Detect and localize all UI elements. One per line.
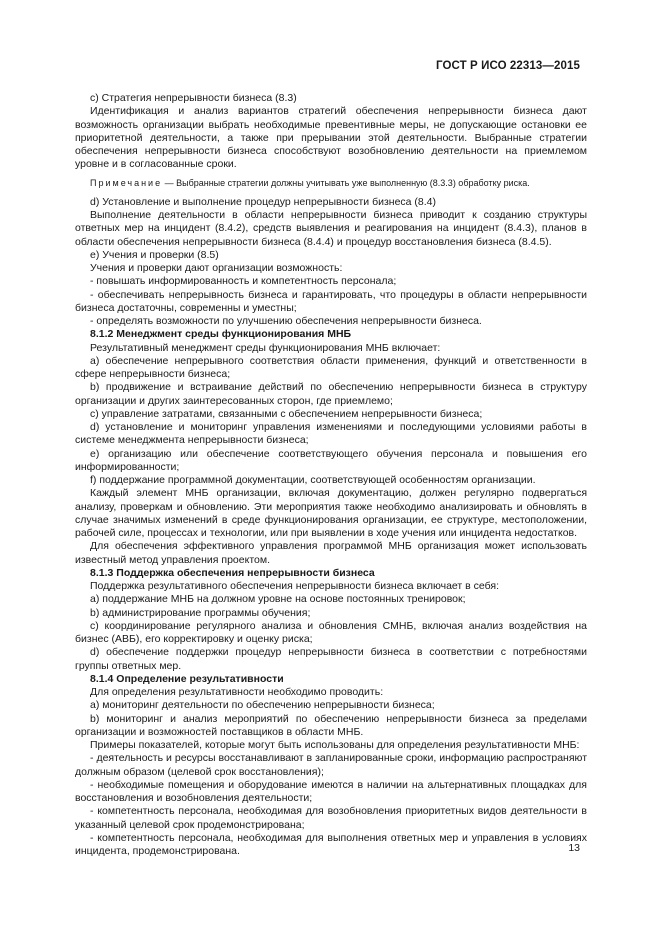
page-number: 13 [568,842,580,854]
list-item: d) обеспечение поддержки процедур непрерывности бизнеса в соответствии с потребностями группы ответных мер. [75,646,587,672]
document-body [75,92,587,858]
list-item: b) администрирование программы обучения; [90,606,311,619]
list-item: d) установление и мониторинг управления изменениями и последующими условиями работы в системе менеджмента непрерывности бизнеса; [75,421,587,447]
list-item: - повышать информированность и компетентность персонала; [90,275,397,288]
note-text: — Выбранные стратегии должны учитывать уже выполненную (8.3.3) обработку риска. [162,177,530,188]
list-item: c) управление затратами, связанными с обеспечением непрерывности бизнеса; [90,407,483,420]
list-item: d) Установление и выполнение процедур непрерывности бизнеса (8.4) [90,195,437,208]
paragraph: Поддержка результативного обеспечения непрерывности бизнеса включает в себя: [90,580,499,592]
note-label: Примечание [90,177,163,188]
list-item: - деятельность и ресурсы восстанавливают в запланированные сроки, информацию распространяют должным образом (целевой срок восстановления); [75,752,587,778]
paragraph: Учения и проверки дают организации возможность: [90,262,343,274]
paragraph: Для определения результативности необходимо проводить: [90,686,384,698]
paragraph: Примеры показателей, которые могут быть использованы для определения результативности МНБ: [90,739,580,751]
list-item: c) Стратегия непрерывности бизнеса (8.3) [90,92,297,104]
list-item: - обеспечивать непрерывность бизнеса и гарантировать, что процедуры в области непрерывности бизнеса достаточны, современны и уместны; [75,288,587,314]
note [75,177,587,190]
list-item: e) Учения и проверки (8.5) [90,248,219,261]
paragraph: Для обеспечения эффективного управления программой МНБ организация может использовать известный метод управления проектом. [75,540,587,566]
list-item: b) мониторинг и анализ мероприятий по обеспечению непрерывности бизнеса за пределами организации и возможностей поставщиков в области МНБ. [75,712,587,738]
section-heading-8-1-2: 8.1.2 Менеджмент среды функционирования МНБ [90,328,352,341]
list-item: f) поддержание программной документации, соответствующей особенностям организации. [90,474,536,486]
list-item: a) поддержание МНБ на должном уровне на основе постоянных тренировок; [90,593,466,606]
section-heading-8-1-4: 8.1.4 Определение результативности [90,672,284,685]
section-heading-8-1-3: 8.1.3 Поддержка обеспечения непрерывности бизнеса [90,566,375,579]
paragraph: Идентификация и анализ вариантов стратегий обеспечения непрерывности бизнеса дают возможность организации выбрать необходимые превентивные меры, не допускающие остановки ее приоритетной деятельности, а также при прерывании этой деятельности. Выбранные стратегии обеспечения непрерывности бизнеса способствуют возобновлению деятельности на приемлемом уровне и в согласованные сроки. [75,105,587,171]
document-header: ГОСТ Р ИСО 22313—2015 [435,60,580,72]
list-item: - компетентность персонала, необходимая для возобновления приоритетных видов деятельности в указанный целевой срок продемонстрирована; [75,805,587,831]
list-item: a) обеспечение непрерывного соответствия области применения, функций и ответственности в сфере непрерывности бизнеса; [75,354,587,380]
list-item: e) организацию или обеспечение соответствующего обучения персонала и повышения его информированности; [75,447,587,473]
list-item: a) мониторинг деятельности по обеспечению непрерывности бизнеса; [90,699,435,712]
paragraph: Результативный менеджмент среды функционирования МНБ включает: [90,341,441,354]
list-item: b) продвижение и встраивание действий по обеспечению непрерывности бизнеса в структуру организации и других заинтересованных сторон, где приемлемо; [75,381,587,407]
list-item: c) координирование регулярного анализа и обновления СМНБ, включая анализ воздействия на бизнес (АВБ), его корректировку и оценку риска; [75,619,587,645]
paragraph: Каждый элемент МНБ организации, включая документацию, должен регулярно подвергаться анализу, проверкам и обновлению. Эти мероприятия также необходимо анализировать и обновлять в случае значимых изменений в среде функционирования организации, ее структуре, местоположении, рабочей силе, процессах и технологии, или при выявлении в ходе учения или инцидента недостатков. [75,487,587,539]
list-item: - определять возможности по улучшению обеспечения непрерывности бизнеса. [90,315,482,327]
list-item: - компетентность персонала, необходимая для выполнения ответных мер и управления в условиях инцидента, продемонстрирована. [75,831,587,857]
paragraph: Выполнение деятельности в области непрерывности бизнеса приводит к созданию структуры ответных мер на инцидент (8.4.2), средств выявления и реагирования на инцидент (8.4.3), планов в области обеспечения непрерывности бизнеса (8.4.4) и процедур восстановления бизнеса (8.4.5). [75,209,587,248]
list-item: - необходимые помещения и оборудование имеются в наличии на альтернативных площадках для восстановления и возобновления деятельности; [75,778,587,804]
